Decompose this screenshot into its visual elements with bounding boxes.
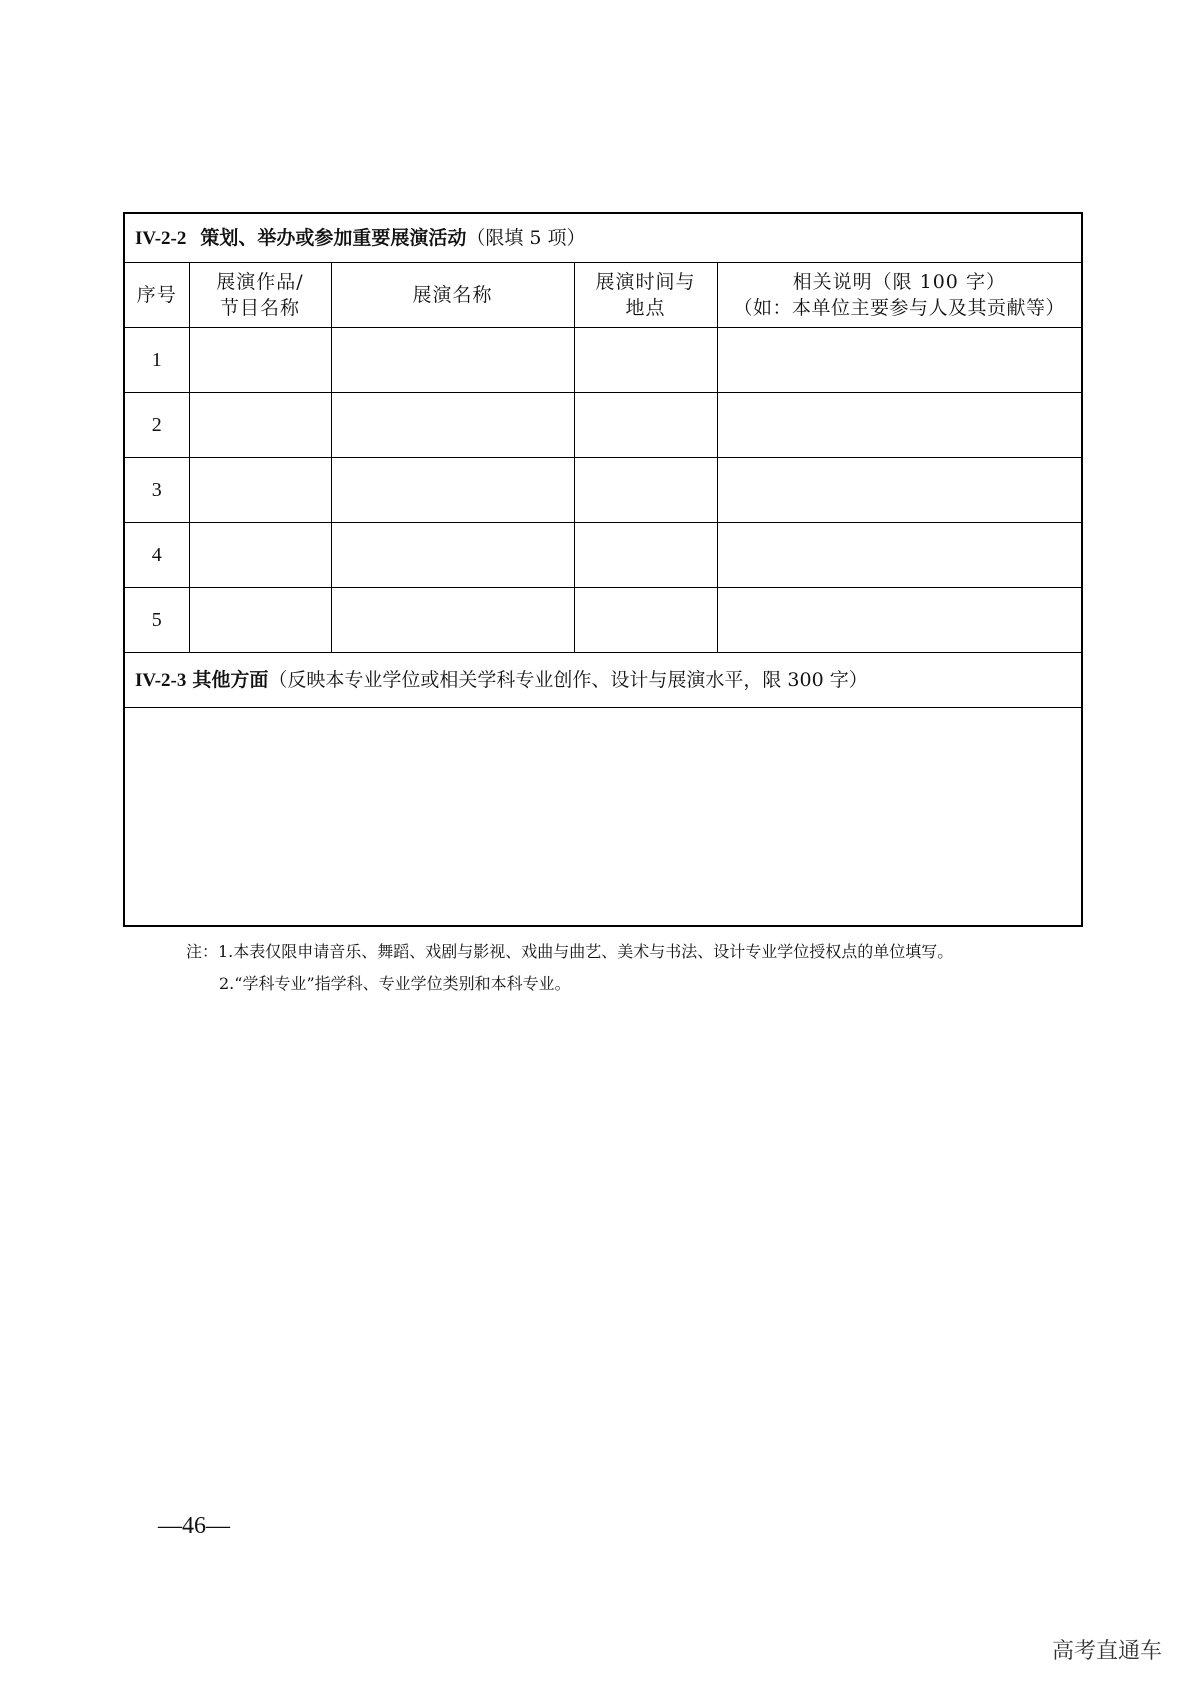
cell-work[interactable] xyxy=(189,588,331,653)
cell-time-place[interactable] xyxy=(574,393,717,458)
footnotes xyxy=(186,936,953,1000)
cell-event[interactable] xyxy=(331,588,574,653)
header-index: 序号 xyxy=(124,263,189,328)
header-time-line2: 地点 xyxy=(625,297,666,319)
header-work-line1: 展演作品/ xyxy=(216,271,304,293)
cell-time-place[interactable] xyxy=(574,523,717,588)
section-iv-2-3-title xyxy=(124,653,1082,708)
cell-note[interactable] xyxy=(717,458,1082,523)
header-work-line2: 节目名称 xyxy=(219,297,300,319)
cell-note[interactable] xyxy=(717,393,1082,458)
cell-work[interactable] xyxy=(189,328,331,393)
section-hint: （限填 5 项） xyxy=(466,226,586,249)
cell-work[interactable] xyxy=(189,523,331,588)
cell-work[interactable] xyxy=(189,393,331,458)
row-index: 4 xyxy=(124,523,189,588)
table-row xyxy=(124,458,1082,523)
section-hint: （反映本专业学位或相关学科专业创作、设计与展演水平，限 300 字） xyxy=(268,668,868,691)
cell-time-place[interactable] xyxy=(574,588,717,653)
header-note-line1: 相关说明（限 100 字） xyxy=(792,271,1006,293)
table-row xyxy=(124,588,1082,653)
table-row xyxy=(124,523,1082,588)
cell-note[interactable] xyxy=(717,523,1082,588)
cell-time-place[interactable] xyxy=(574,458,717,523)
header-note-line2: （如：本单位主要参与人及其贡献等） xyxy=(733,297,1066,319)
activities-table xyxy=(123,212,1083,927)
header-work xyxy=(189,263,331,328)
header-note xyxy=(717,263,1082,328)
table-row xyxy=(124,328,1082,393)
cell-time-place[interactable] xyxy=(574,328,717,393)
cell-event[interactable] xyxy=(331,523,574,588)
page-number: —46— xyxy=(158,1513,230,1539)
header-time-line1: 展演时间与 xyxy=(595,271,696,293)
section-code: IV-2-3 xyxy=(135,669,187,691)
row-index: 5 xyxy=(124,588,189,653)
cell-note[interactable] xyxy=(717,588,1082,653)
section-iv-2-2-title xyxy=(124,213,1082,263)
section-title-text: 其他方面 xyxy=(192,668,269,691)
cell-event[interactable] xyxy=(331,393,574,458)
row-index: 2 xyxy=(124,393,189,458)
footnote-1: 注：1.本表仅限申请音乐、舞蹈、戏剧与影视、戏曲与曲艺、美术与书法、设计专业学位授权点的单位填写。 xyxy=(186,942,954,961)
cell-note[interactable] xyxy=(717,328,1082,393)
other-aspects-content[interactable] xyxy=(124,708,1082,927)
table-header-row xyxy=(124,263,1082,328)
row-index: 1 xyxy=(124,328,189,393)
section-code: IV-2-2 xyxy=(135,227,187,249)
header-event-name: 展演名称 xyxy=(331,263,574,328)
section-title-text: 策划、举办或参加重要展演活动 xyxy=(200,226,467,249)
footnote-2: 2.“学科专业”指学科、专业学位类别和本科专业。 xyxy=(219,974,571,993)
row-index: 3 xyxy=(124,458,189,523)
cell-event[interactable] xyxy=(331,328,574,393)
cell-event[interactable] xyxy=(331,458,574,523)
header-time-place xyxy=(574,263,717,328)
cell-work[interactable] xyxy=(189,458,331,523)
watermark: 高考直通车 xyxy=(1051,1639,1162,1664)
table-row xyxy=(124,393,1082,458)
